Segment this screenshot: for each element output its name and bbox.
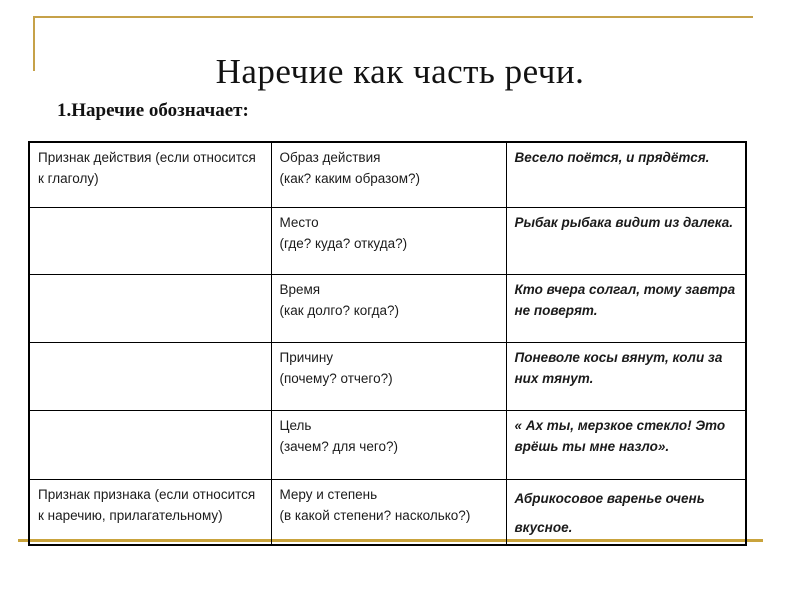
category-questions: (как? каким образом?)	[279, 171, 420, 186]
example-cell: Абрикосовое варенье очень вкусное.	[506, 480, 746, 546]
feature-cell	[29, 411, 271, 480]
category-label: Меру и степень	[279, 487, 378, 502]
category-cell	[271, 275, 506, 343]
category-questions: (почему? отчего?)	[279, 371, 393, 386]
table-row	[29, 208, 746, 275]
category-cell	[271, 142, 506, 208]
category-cell	[271, 411, 506, 480]
table-row	[29, 142, 746, 208]
category-cell	[271, 343, 506, 411]
feature-cell: Признак действия (если относится к глаголу)	[29, 142, 271, 208]
slide-title: Наречие как часть речи.	[215, 52, 585, 91]
category-label: Цель	[279, 418, 312, 433]
table-row	[29, 480, 746, 546]
adverb-meanings-table	[28, 141, 747, 546]
slide-subtitle: 1.Наречие обозначает:	[57, 100, 249, 121]
table-row	[29, 343, 746, 411]
example-cell: Кто вчера солгал, тому завтра не поверят.	[506, 275, 746, 343]
category-cell	[271, 480, 506, 546]
feature-cell	[29, 208, 271, 275]
example-cell: Поневоле косы вянут, коли за них тянут.	[506, 343, 746, 411]
feature-cell	[29, 275, 271, 343]
category-questions: (зачем? для чего?)	[279, 439, 398, 454]
example-cell: Весело поётся, и прядётся.	[506, 142, 746, 208]
category-label: Место	[279, 215, 319, 230]
category-questions: (как долго? когда?)	[279, 303, 399, 318]
table-row	[29, 411, 746, 480]
category-label: Время	[279, 282, 321, 297]
feature-cell: Признак признака (если относится к наречию, прилагательному)	[29, 480, 271, 546]
example-cell: Рыбак рыбака видит из далека.	[506, 208, 746, 275]
category-label: Образ действия	[279, 150, 381, 165]
category-cell	[271, 208, 506, 275]
gold-frame-top-line	[33, 16, 753, 18]
table-row	[29, 275, 746, 343]
category-questions: (где? куда? откуда?)	[279, 236, 408, 251]
example-cell: « Ах ты, мерзкое стекло! Это врёшь ты мне назло».	[506, 411, 746, 480]
feature-cell	[29, 343, 271, 411]
category-label: Причину	[279, 350, 334, 365]
category-questions: (в какой степени? насколько?)	[279, 508, 471, 523]
